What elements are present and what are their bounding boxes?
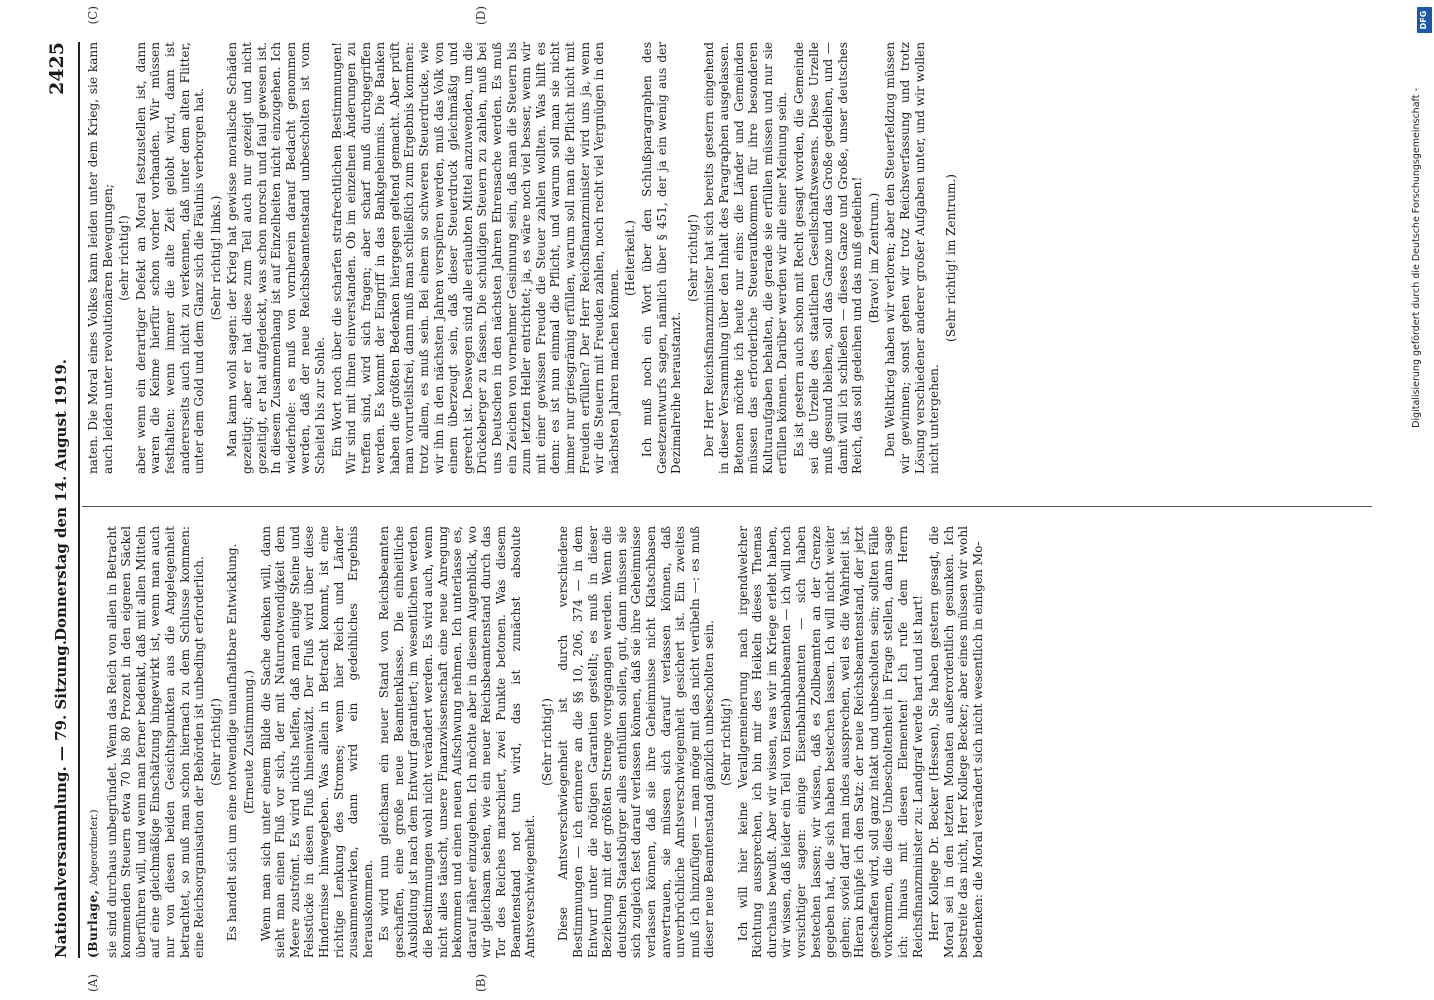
right-column bbox=[86, 42, 1374, 474]
paragraph: naten. Die Moral eines Volkes kann leiden unter dem Krieg, sie kann auch leiden unter revolutionären Bewegungen; bbox=[86, 42, 115, 474]
interjection: (Sehr richtig! links.) bbox=[208, 195, 223, 321]
left-column bbox=[86, 526, 1374, 958]
interjection: (Bravo! im Zentrum.) bbox=[866, 192, 881, 324]
header-date: Donnerstag den 14. August 1919. bbox=[52, 358, 70, 642]
margin-mark-b: (B) bbox=[474, 973, 488, 992]
interjection: (sehr richtig!) bbox=[117, 215, 132, 301]
paragraph: Ich muß noch ein Wort über den Schlußparagraphen des Gesetzentwurfs sagen, nämlich über § 451, der ja ein wenig aus der Dezimalreihe heraustanzt. bbox=[639, 42, 684, 474]
paragraph: Es wird nun gleichsam ein neuer Stand von Reichsbeamten geschaffen, eine große neue Beamtenklasse. Die einheitliche Ausbildung ist nach dem Entwurf garantiert; im wesentlichen werden die Bestimmungen wohl nicht verändert werden. Es wird auch, wenn nicht alles täuscht, unsere Finanzwissenschaft eine neue Anregung bekommen und einen neuen Aufschwung nehmen. Ich unterlasse es, darauf näher einzugehen. Ich möchte aber in diesem Augenblick, wo wir gleichsam sehen, wie ein neuer Reichsbeamtenstand durch das Tor des Reiches marschiert, zwei Punkte betonen. Was diesem Beamtenstand not tun wird, das ist zunächst absolute Amtsverschwiegenheit. bbox=[377, 526, 538, 958]
header-session: Nationalversammlung. — 79. Sitzung. bbox=[52, 640, 70, 958]
paragraph: sie sind durchaus unbegründet. Wenn das Reich von allen in Betracht kommenden Steuern etwa 70 bis 80 Prozent in den eigenen Säckel überführen will, und wenn man ferner bedenkt, daß mit allen Mitteln auf eine gleichmäßige Einschätzung hingewirkt ist, wenn man auch nur von diesen beiden Gesichtspunkten aus die Angelegenheit betrachtet, so muß man schon hiernach zu dem Schlusse kommen: eine Reichsorganisation der Behörden ist unbedingt erforderlich. bbox=[104, 526, 207, 958]
paragraph: Herr Kollege Dr. Becker (Hessen), Sie haben gestern gesagt, die Moral sei in den letzten Monaten außerordentlich gesunken. Ich bestreite das nicht, Herr Kollege Becker; aber eines müssen wir wohl bedenken: die Moral verändert sich nicht wesentlich in einigen Mo- bbox=[927, 526, 986, 958]
interjection: (Sehr richtig!) bbox=[685, 214, 700, 302]
paragraph: Der Herr Reichsfinanzminister hat sich bereits gestern eingehend in dieser Versammlung über den Inhalt des Paragraphen ausgelassen. Betonen möchte ich heute nur eins: die Länder und Gemeinden müssen das erforderliche Steueraufkommen für ihre besonderen Kulturaufgaben behalten, die gerade sie erfüllen müssen und nur sie erfüllen können. Darüber werden wir alle einer Meinung sein. bbox=[702, 42, 790, 474]
margin-mark-a: (A) bbox=[86, 973, 100, 992]
paragraph: Ich will hier keine Verallgemeinerung nach irgendwelcher Richtung aussprechen, ich bin mir des Heikeln dieses Themas durchaus bewußt. Aber wir wissen, was wir im Kriege erlebt haben, wir wissen, daß leider ein Teil von Eisenbahnbeamten — ich will noch vorsichtiger sagen: einige Eisenbahnbeamten — sich haben bestechen lassen; wir wissen, daß es Zollbeamten an der Grenze gegeben hat, die sich haben bestechen lassen. Ich will nicht weiter gehen; soviel darf man indes aussprechen, weil es die Wahrheit ist. Hieran knüpfe ich den Satz: der neue Reichsbeamtenstand, der jetzt geschaffen wird, soll ganz intakt und unbescholten sein; sollten Fälle vorkommen, die diese Unbescholtenheit in Frage stellen, dann sage ich: hinaus mit diesen Elementen! Ich rufe dem Herrn Reichsfinanzminister zu: Landgraf werde hart und ist hart! bbox=[735, 526, 925, 958]
paragraph: Es ist gestern auch schon mit Recht gesagt worden, die Gemeinde sei die Urzelle des staatlichen Gesellschaftswesens. Diese Urzelle muß gesund bleiben, soll das Ganze und das Große gedeihen, und — damit will ich schließen — dieses Ganze und Große, unser deutsches Reich, das soll gedeihen und das muß gedeihen! bbox=[791, 42, 865, 474]
margin-mark-d: (D) bbox=[474, 6, 488, 25]
paragraph: aber wenn ein derartiger Defekt an Moral festzustellen ist, dann waren die Keime hierfür schon vorher vorhanden. Wir müssen festhalten: wenn immer die alte Zeit gelobt wird, dann ist andererseits auch nicht zu verkennen, daß unter dem alten Flitter, unter dem Gold und dem Glanz sich die Fäulnis verborgen hat. bbox=[133, 42, 207, 474]
page-number: 2425 bbox=[46, 42, 68, 95]
paragraph: Es handelt sich um eine notwendige unaufhaltbare Entwicklung. bbox=[225, 543, 240, 942]
interjection: (Sehr richtig! im Zentrum.) bbox=[943, 174, 958, 342]
interjection: (Heiterkeit.) bbox=[623, 220, 638, 296]
interjection: (Erneute Zustimmung.) bbox=[241, 670, 256, 814]
interjection: (Sehr richtig!) bbox=[539, 698, 554, 786]
column-divider bbox=[82, 506, 1372, 507]
interjection: (Sehr richtig!) bbox=[718, 698, 733, 786]
imprint-text: Digitalisierung gefördert durch die Deutsche Forschungsgemeinschaft - bbox=[1411, 88, 1422, 428]
speaker-role: Abgeordneter.) bbox=[89, 809, 100, 886]
dfg-logo-text: DFG bbox=[1419, 10, 1428, 30]
page-header bbox=[46, 42, 76, 958]
margin-mark-c: (C) bbox=[86, 6, 100, 25]
paragraph: Diese Amtsverschwiegenheit ist durch verschiedene Bestimmungen — ich erinnere an die §§ 10, 206, 374 — in dem Entwurf unter die nötigen Garantien gestellt; es muß in dieser Beziehung mit der größten Strenge vorgegangen werden. Wenn die deutschen Staatsbürger alles enthüllen sollen, gut, dann müssen sie sich zugleich fest darauf verlassen können, daß sie ihre Geheimnisse verlassen können, daß sie ihre Geheimnisse nicht Klatschbasen anvertrauen, sie müssen sich darauf verlassen können, daß unverbrüchliche Amtsverschwiegenheit gesichert ist. Ein zweites muß ich hinzufügen — man möge mit das nicht verübeln —: es muß dieser neue Beamtenstand gänzlich unbescholten sein. bbox=[556, 526, 717, 958]
digitization-imprint bbox=[1406, 8, 1428, 508]
speaker-line bbox=[86, 526, 103, 958]
speaker-name: (Burlage, bbox=[86, 889, 100, 958]
interjection: (Sehr richtig!) bbox=[208, 698, 223, 786]
paragraph: Ein Wort noch über die scharfen strafrechtlichen Bestimmungen! Wir sind mit ihnen einverstanden. Ob im einzelnen Änderungen zu treffen sind, wird sich fragen; aber scharf muß durchgegriffen werden. Es kommt der Eingriff in das Bankgeheimnis. Die Banken haben die größten Bedenken hiergegen geltend gemacht. Aber prüft man vorurteilsfrei, dann muß man schließlich zum Ergebnis kommen: trotz allem, es muß sein. Bei einem so schweren Steuerdrucke, wie wir ihn in den nächsten Jahren verspüren werden, muß das Volk von einem überzeugt sein, daß dieser Steuerdruck gleichmäßig und gerecht ist. Deswegen sind alle erlaubten Mittel anzuwenden, um die Drückeberger zu fassen. Die schuldigen Steuern zu zahlen, muß bei uns Deutschen in den nächsten Jahren Ehrensache werden. Es muß ein Zeichen von vornehmer Gesinnung sein, daß man die Steuern bis zum letzten Heller entrichtet; ja, es wäre noch viel besser, wenn wir mit einer gewissen Freude die Steuer zahlen wollten. Was hilft es denn: es ist nun einmal die Pflicht, und warum soll man sie nicht immer nur griesgrämig erfüllen, warum soll man die Pflicht nicht mit Freuden erfüllen? Der Herr Reichsfinanzminister wird uns ja, wenn wir die Steuern mit Freuden zahlen, noch recht viel Vergnügen in den nächsten Jahren machen können. bbox=[329, 42, 621, 474]
paragraph: Man kann wohl sagen: der Krieg hat gewisse moralische Schäden gezeitigt; aber er hat diese zum Teil auch nur gezeigt und nicht gezeitigt, er hat aufgedeckt, was schon morsch und faul gewesen ist. In diesem Zusammenhang ist auf Einzelheiten nicht einzugehen. Ich wiederhole: es muß von vornherein darauf Bedacht genommen werden, daß der neue Reichsbeamtenstand unbescholten ist vom Scheitel bis zur Sohle. bbox=[225, 42, 327, 474]
paragraph: Wenn man sich unter einem Bilde die Sache denken will, dann sieht man einen Fluß vor sich, der mit Naturnotwendigkeit dem Meere zuströmt. Es wird nichts helfen, daß man einige Steine und Felsstücke in diesen Fluß hineinwälzt. Der Fluß wird über diese Hindernisse hinwegeben. Was allein in Betracht kommt, ist eine richtige Lenkung des Stromes; wenn hier Reich und Länder zusammenwirken, dann wird ein gedeihliches Ergebnis herauskommen. bbox=[258, 526, 375, 958]
header-rule bbox=[78, 42, 80, 958]
paragraph: Den Weltkrieg haben wir verloren; aber den Steuerfeldzug müssen wir gewinnen; sonst gehen wir trotz Reichsverfassung und trotz Lösung verschiedener anderer großer Aufgaben unter, und wir wollen nicht untergehen. bbox=[883, 42, 942, 474]
document-page bbox=[22, 0, 1412, 1000]
